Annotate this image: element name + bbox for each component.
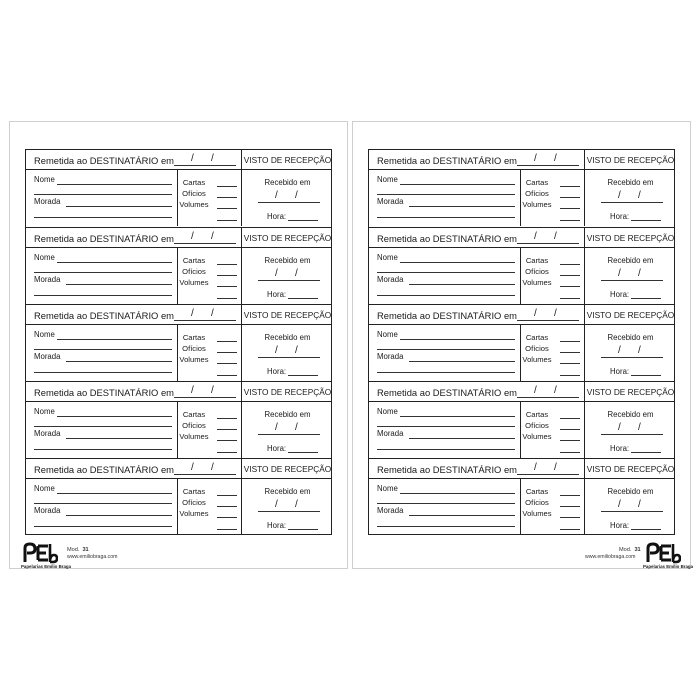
morada-rule-2 — [34, 449, 172, 450]
nome-rule — [57, 339, 172, 340]
date-rule — [517, 320, 579, 321]
cartas-rule — [560, 264, 580, 265]
receipt-form — [368, 149, 675, 535]
visto-label: VISTO DE RECEPÇÃO — [586, 310, 675, 320]
date-slash: / — [191, 385, 194, 396]
cartas-rule — [217, 341, 237, 342]
destinatario-label: Remetida ao DESTINATÁRIO em — [377, 233, 517, 244]
recebido-label: Recebido em — [607, 178, 654, 187]
recebido-label: Recebido em — [264, 410, 311, 419]
morada-label: Morada — [34, 506, 61, 515]
oficios-label: Ofícios — [182, 344, 206, 353]
hora-rule — [631, 452, 661, 453]
date-slash: / — [211, 462, 214, 473]
receipt-block — [369, 150, 674, 226]
morada-label: Morada — [34, 197, 61, 206]
morada-rule-2 — [377, 526, 515, 527]
date-rule — [174, 165, 236, 166]
cartas-rule — [560, 495, 580, 496]
destinatario-label: Remetida ao DESTINATÁRIO em — [34, 464, 174, 475]
morada-rule-2 — [377, 372, 515, 373]
receipt-block — [369, 304, 674, 380]
date-slash: / — [534, 385, 537, 396]
model-label: Mod. — [619, 547, 632, 553]
model-number — [619, 547, 641, 553]
dispatch-date-blank — [517, 310, 579, 322]
hora-label: Hora: — [610, 444, 630, 453]
receipt-block — [26, 304, 331, 380]
nome-label: Nome — [34, 330, 55, 339]
morada-rule-2 — [377, 449, 515, 450]
volumes-rule — [217, 363, 237, 364]
morada-rule — [66, 361, 172, 362]
volumes-rule — [560, 363, 580, 364]
receipt-block — [369, 381, 674, 457]
receipt-block — [26, 381, 331, 457]
cartas-rule — [560, 341, 580, 342]
website-label: www.emiliobraga.com — [585, 554, 636, 560]
nome-rule-2 — [34, 194, 172, 195]
date-rule — [517, 397, 579, 398]
volumes-rule — [560, 440, 580, 441]
extra-rule — [560, 375, 580, 376]
brand-label: Papelarias Emílio Braga — [643, 564, 694, 569]
morada-rule-2 — [34, 372, 172, 373]
extra-rule — [560, 298, 580, 299]
morada-rule — [409, 206, 515, 207]
destinatario-label: Remetida ao DESTINATÁRIO em — [377, 155, 517, 166]
extra-rule — [560, 220, 580, 221]
destinatario-label: Remetida ao DESTINATÁRIO em — [34, 387, 174, 398]
date-slash: / — [618, 422, 621, 433]
date-slash: / — [554, 231, 557, 242]
dispatch-date-blank — [174, 155, 236, 167]
hora-rule — [288, 452, 318, 453]
hora-label: Hora: — [267, 367, 287, 376]
nome-rule — [57, 416, 172, 417]
date-slash: / — [295, 345, 298, 356]
oficios-label: Ofícios — [182, 498, 206, 507]
date-rule — [258, 511, 320, 512]
date-slash: / — [191, 153, 194, 164]
date-rule — [517, 165, 579, 166]
volumes-label: Volumes — [522, 432, 552, 441]
oficios-rule — [560, 429, 580, 430]
date-slash: / — [618, 345, 621, 356]
oficios-rule — [217, 506, 237, 507]
morada-rule — [409, 284, 515, 285]
date-slash: / — [295, 422, 298, 433]
morada-label: Morada — [377, 197, 404, 206]
destinatario-label: Remetida ao DESTINATÁRIO em — [34, 310, 174, 321]
destinatario-label: Remetida ao DESTINATÁRIO em — [377, 387, 517, 398]
volumes-rule — [217, 517, 237, 518]
visto-label: VISTO DE RECEPÇÃO — [243, 233, 332, 243]
recebido-label: Recebido em — [607, 256, 654, 265]
visto-label: VISTO DE RECEPÇÃO — [243, 387, 332, 397]
hora-label: Hora: — [267, 290, 287, 299]
morada-rule — [409, 438, 515, 439]
date-slash: / — [534, 153, 537, 164]
cartas-label: Cartas — [525, 256, 549, 265]
hora-label: Hora: — [610, 367, 630, 376]
nome-label: Nome — [34, 253, 55, 262]
visto-label: VISTO DE RECEPÇÃO — [586, 233, 675, 243]
date-rule — [601, 280, 663, 281]
nome-rule-2 — [377, 272, 515, 273]
volumes-rule — [560, 208, 580, 209]
receipt-block — [26, 458, 331, 534]
morada-rule-2 — [34, 295, 172, 296]
nome-rule — [57, 262, 172, 263]
cartas-rule — [217, 418, 237, 419]
oficios-label: Ofícios — [525, 189, 549, 198]
nome-label: Nome — [34, 484, 55, 493]
date-rule — [601, 357, 663, 358]
receipt-block — [369, 227, 674, 303]
date-slash: / — [554, 308, 557, 319]
extra-rule — [217, 375, 237, 376]
hora-rule — [288, 220, 318, 221]
morada-rule — [66, 206, 172, 207]
destinatario-label: Remetida ao DESTINATÁRIO em — [377, 310, 517, 321]
received-date-blank — [601, 192, 663, 204]
nome-label: Nome — [34, 407, 55, 416]
receipt-block — [26, 227, 331, 303]
destinatario-label: Remetida ao DESTINATÁRIO em — [377, 464, 517, 475]
cartas-label: Cartas — [525, 410, 549, 419]
nome-rule — [400, 184, 515, 185]
morada-label: Morada — [377, 506, 404, 515]
volumes-label: Volumes — [522, 278, 552, 287]
nome-rule-2 — [34, 349, 172, 350]
cartas-rule — [217, 264, 237, 265]
morada-rule-2 — [34, 526, 172, 527]
dispatch-date-blank — [517, 155, 579, 167]
oficios-label: Ofícios — [182, 189, 206, 198]
dispatch-date-blank — [517, 233, 579, 245]
visto-label: VISTO DE RECEPÇÃO — [243, 310, 332, 320]
destinatario-label: Remetida ao DESTINATÁRIO em — [34, 233, 174, 244]
oficios-label: Ofícios — [182, 267, 206, 276]
date-slash: / — [275, 190, 278, 201]
cartas-label: Cartas — [525, 333, 549, 342]
morada-label: Morada — [34, 275, 61, 284]
nome-label: Nome — [377, 330, 398, 339]
date-slash: / — [211, 153, 214, 164]
hora-rule — [288, 298, 318, 299]
date-slash: / — [638, 190, 641, 201]
date-slash: / — [295, 190, 298, 201]
nome-label: Nome — [377, 253, 398, 262]
volumes-label: Volumes — [522, 355, 552, 364]
volumes-rule — [217, 208, 237, 209]
header-divider — [369, 401, 674, 402]
volumes-label: Volumes — [179, 200, 209, 209]
cartas-rule — [560, 418, 580, 419]
cartas-label: Cartas — [525, 487, 549, 496]
date-rule — [174, 397, 236, 398]
date-slash: / — [618, 499, 621, 510]
visto-label: VISTO DE RECEPÇÃO — [586, 464, 675, 474]
morada-label: Morada — [34, 352, 61, 361]
volumes-rule — [217, 286, 237, 287]
visto-label: VISTO DE RECEPÇÃO — [243, 464, 332, 474]
header-divider — [369, 324, 674, 325]
destinatario-label: Remetida ao DESTINATÁRIO em — [34, 155, 174, 166]
extra-rule — [217, 220, 237, 221]
date-rule — [258, 280, 320, 281]
volumes-label: Volumes — [179, 278, 209, 287]
nome-rule — [400, 339, 515, 340]
recebido-label: Recebido em — [607, 410, 654, 419]
volumes-label: Volumes — [522, 200, 552, 209]
date-slash: / — [191, 308, 194, 319]
receipt-block — [26, 150, 331, 226]
hora-rule — [288, 375, 318, 376]
nome-rule-2 — [377, 194, 515, 195]
morada-rule-2 — [34, 217, 172, 218]
date-rule — [174, 320, 236, 321]
right-sheet — [352, 121, 694, 569]
model-number — [67, 547, 89, 553]
recebido-label: Recebido em — [264, 487, 311, 496]
header-divider — [26, 247, 331, 248]
dispatch-date-blank — [174, 310, 236, 322]
received-date-blank — [601, 347, 663, 359]
received-date-blank — [601, 424, 663, 436]
date-slash: / — [638, 345, 641, 356]
volumes-rule — [560, 286, 580, 287]
visto-label: VISTO DE RECEPÇÃO — [243, 155, 332, 165]
hora-label: Hora: — [267, 444, 287, 453]
hora-label: Hora: — [267, 212, 287, 221]
hora-label: Hora: — [610, 290, 630, 299]
hora-label: Hora: — [610, 212, 630, 221]
cartas-rule — [217, 495, 237, 496]
oficios-label: Ofícios — [525, 344, 549, 353]
oficios-rule — [217, 197, 237, 198]
morada-rule-2 — [377, 217, 515, 218]
cartas-label: Cartas — [182, 256, 206, 265]
header-divider — [369, 478, 674, 479]
date-slash: / — [534, 231, 537, 242]
hora-rule — [631, 529, 661, 530]
hora-rule — [631, 375, 661, 376]
volumes-label: Volumes — [179, 355, 209, 364]
date-slash: / — [618, 268, 621, 279]
morada-label: Morada — [34, 429, 61, 438]
nome-rule — [400, 262, 515, 263]
dispatch-date-blank — [517, 464, 579, 476]
oficios-rule — [560, 352, 580, 353]
dispatch-date-blank — [174, 464, 236, 476]
hora-rule — [288, 529, 318, 530]
volumes-label: Volumes — [522, 509, 552, 518]
cartas-label: Cartas — [182, 333, 206, 342]
volumes-label: Volumes — [179, 509, 209, 518]
model-label: Mod. — [67, 547, 80, 553]
nome-rule-2 — [34, 426, 172, 427]
date-slash: / — [211, 231, 214, 242]
cartas-label: Cartas — [182, 410, 206, 419]
recebido-label: Recebido em — [607, 333, 654, 342]
date-rule — [517, 474, 579, 475]
hora-label: Hora: — [610, 521, 630, 530]
morada-rule — [66, 284, 172, 285]
received-date-blank — [258, 347, 320, 359]
date-slash: / — [534, 308, 537, 319]
model-value: 31 — [82, 547, 89, 553]
oficios-label: Ofícios — [525, 421, 549, 430]
morada-rule — [409, 515, 515, 516]
nome-label: Nome — [377, 175, 398, 184]
oficios-rule — [217, 352, 237, 353]
date-slash: / — [638, 268, 641, 279]
date-slash: / — [638, 422, 641, 433]
received-date-blank — [258, 501, 320, 513]
receipt-form — [25, 149, 332, 535]
header-divider — [369, 169, 674, 170]
header-divider — [26, 401, 331, 402]
header-divider — [26, 324, 331, 325]
volumes-rule — [560, 517, 580, 518]
morada-label: Morada — [377, 352, 404, 361]
extra-rule — [217, 529, 237, 530]
cartas-label: Cartas — [525, 178, 549, 187]
date-slash: / — [275, 268, 278, 279]
oficios-label: Ofícios — [525, 498, 549, 507]
hora-rule — [631, 298, 661, 299]
morada-rule — [66, 438, 172, 439]
date-slash: / — [191, 231, 194, 242]
nome-rule-2 — [377, 349, 515, 350]
volumes-label: Volumes — [179, 432, 209, 441]
extra-rule — [217, 452, 237, 453]
oficios-rule — [560, 197, 580, 198]
nome-rule — [57, 493, 172, 494]
date-slash: / — [638, 499, 641, 510]
visto-label: VISTO DE RECEPÇÃO — [586, 155, 675, 165]
date-slash: / — [554, 385, 557, 396]
date-slash: / — [554, 462, 557, 473]
recebido-label: Recebido em — [264, 178, 311, 187]
received-date-blank — [601, 501, 663, 513]
morada-rule — [66, 515, 172, 516]
morada-rule — [409, 361, 515, 362]
date-slash: / — [191, 462, 194, 473]
date-slash: / — [534, 462, 537, 473]
brand-label: Papelarias Emílio Braga — [21, 564, 72, 569]
date-rule — [258, 434, 320, 435]
date-rule — [258, 202, 320, 203]
date-slash: / — [211, 308, 214, 319]
nome-label: Nome — [377, 484, 398, 493]
date-rule — [601, 202, 663, 203]
date-slash: / — [295, 268, 298, 279]
volumes-rule — [217, 440, 237, 441]
receipt-block — [369, 458, 674, 534]
received-date-blank — [258, 192, 320, 204]
oficios-label: Ofícios — [182, 421, 206, 430]
header-divider — [369, 247, 674, 248]
date-rule — [517, 243, 579, 244]
received-date-blank — [258, 270, 320, 282]
oficios-label: Ofícios — [525, 267, 549, 276]
date-rule — [601, 434, 663, 435]
oficios-rule — [560, 275, 580, 276]
date-rule — [174, 243, 236, 244]
date-slash: / — [554, 153, 557, 164]
website-label: www.emiliobraga.com — [67, 554, 118, 560]
extra-rule — [560, 452, 580, 453]
oficios-rule — [217, 429, 237, 430]
date-slash: / — [211, 385, 214, 396]
nome-rule — [400, 493, 515, 494]
recebido-label: Recebido em — [264, 333, 311, 342]
oficios-rule — [217, 275, 237, 276]
extra-rule — [217, 298, 237, 299]
cartas-label: Cartas — [182, 487, 206, 496]
nome-rule-2 — [34, 272, 172, 273]
date-rule — [601, 511, 663, 512]
nome-rule-2 — [34, 503, 172, 504]
nome-rule — [400, 416, 515, 417]
date-slash: / — [275, 499, 278, 510]
date-slash: / — [275, 345, 278, 356]
hora-rule — [631, 220, 661, 221]
oficios-rule — [560, 506, 580, 507]
model-value: 31 — [634, 547, 641, 553]
date-rule — [174, 474, 236, 475]
recebido-label: Recebido em — [264, 256, 311, 265]
date-slash: / — [275, 422, 278, 433]
nome-rule-2 — [377, 503, 515, 504]
dispatch-date-blank — [517, 387, 579, 399]
cartas-label: Cartas — [182, 178, 206, 187]
recebido-label: Recebido em — [607, 487, 654, 496]
visto-label: VISTO DE RECEPÇÃO — [586, 387, 675, 397]
nome-rule-2 — [377, 426, 515, 427]
hora-label: Hora: — [267, 521, 287, 530]
morada-label: Morada — [377, 429, 404, 438]
dispatch-date-blank — [174, 387, 236, 399]
morada-label: Morada — [377, 275, 404, 284]
header-divider — [26, 169, 331, 170]
extra-rule — [560, 529, 580, 530]
dispatch-date-blank — [174, 233, 236, 245]
left-sheet — [9, 121, 348, 569]
cartas-rule — [217, 186, 237, 187]
nome-label: Nome — [34, 175, 55, 184]
date-slash: / — [618, 190, 621, 201]
date-slash: / — [295, 499, 298, 510]
header-divider — [26, 478, 331, 479]
morada-rule-2 — [377, 295, 515, 296]
nome-label: Nome — [377, 407, 398, 416]
cartas-rule — [560, 186, 580, 187]
received-date-blank — [601, 270, 663, 282]
date-rule — [258, 357, 320, 358]
received-date-blank — [258, 424, 320, 436]
nome-rule — [57, 184, 172, 185]
